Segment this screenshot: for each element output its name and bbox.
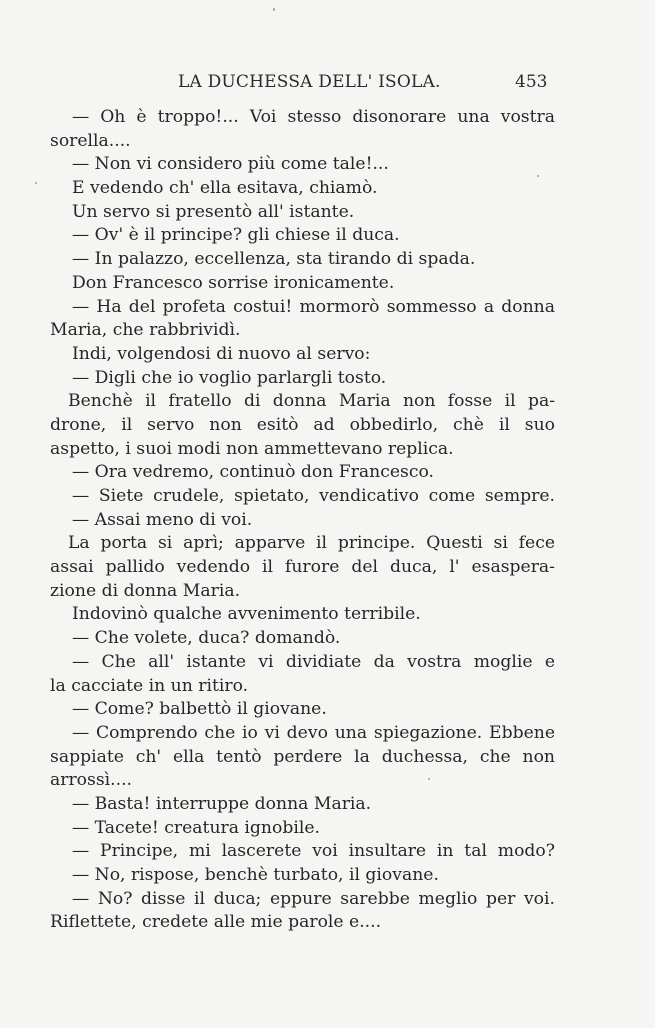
text-line: — Oh è troppo!... Voi stesso disonorare una vostra xyxy=(72,107,555,127)
text-line: assai pallido vedendo il furore del duca, l' esaspera- xyxy=(50,557,555,578)
text-line: — Ora vedremo, continuò don Francesco. xyxy=(72,462,435,483)
text-line: zione di donna Maria. xyxy=(50,580,241,601)
text-line: aspetto, i suoi modi non ammettevano replica. xyxy=(50,438,454,459)
text-line: E vedendo ch' ella esitava, chiamò. xyxy=(72,178,378,199)
text-line: drone, il servo non esitò ad obbedirlo, chè il suo xyxy=(50,414,555,435)
text-line: — Principe, mi lascerete voi insultare in tal modo? xyxy=(72,841,555,862)
text-line: — Come? balbettò il giovane. xyxy=(72,699,327,720)
text-line: Maria, che rabbrividì. xyxy=(50,320,241,341)
text-line: Indovinò qualche avvenimento terribile. xyxy=(72,604,421,625)
text-line: — Non vi considero più come tale!... xyxy=(72,154,389,175)
text-line: Benchè il fratello di donna Maria non fosse il pa- xyxy=(68,391,555,412)
text-line: La porta si aprì; apparve il principe. Questi si fece xyxy=(68,533,555,554)
text-line: Indi, volgendosi di nuovo al servo: xyxy=(72,343,371,364)
text-line: — No? disse il duca; eppure sarebbe meglio per voi. xyxy=(72,888,555,909)
running-title: LA DUCHESSA DELL' ISOLA. xyxy=(178,72,441,92)
text-line: — Siete crudele, spietato, vendicativo come sempre. xyxy=(72,486,555,506)
text-line: — Tacete! creatura ignobile. xyxy=(72,817,320,838)
text-line: sappiate ch' ella tentò perdere la duchessa, che non xyxy=(50,746,555,767)
text-line: — Basta! interruppe donna Maria. xyxy=(72,793,372,814)
text-line: — No, rispose, benchè turbato, il giovane. xyxy=(72,865,439,885)
text-line: arrossì.... xyxy=(50,770,133,791)
paper-speck xyxy=(35,182,37,184)
text-line: Un servo si presentò all' istante. xyxy=(72,201,355,222)
running-head xyxy=(0,72,655,94)
paper-speck xyxy=(273,8,275,11)
body-text xyxy=(50,106,555,935)
text-line: — Digli che io voglio parlargli tosto. xyxy=(72,367,387,388)
text-line: — Comprendo che io vi devo una spiegazione. Ebbene xyxy=(72,722,555,743)
text-line: — Che volete, duca? domandò. xyxy=(72,628,341,649)
page-number: 453 xyxy=(515,72,548,92)
text-line: — Che all' istante vi dividiate da vostra moglie e xyxy=(72,651,555,672)
text-line: — In palazzo, eccellenza, sta tirando di spada. xyxy=(72,249,476,270)
text-line: la cacciate in un ritiro. xyxy=(50,675,249,696)
text-line: Don Francesco sorrise ironicamente. xyxy=(72,272,395,293)
text-line: — Assai meno di voi. xyxy=(72,509,253,530)
text-line: Riflettete, credete alle mie parole e.... xyxy=(50,912,382,933)
paper-speck xyxy=(428,778,430,780)
paper-speck xyxy=(537,175,539,177)
text-line: — Ov' è il principe? gli chiese il duca. xyxy=(72,225,400,246)
text-line: sorella.... xyxy=(50,130,131,151)
text-line: — Ha del profeta costui! mormorò sommesso a donna xyxy=(72,296,555,317)
